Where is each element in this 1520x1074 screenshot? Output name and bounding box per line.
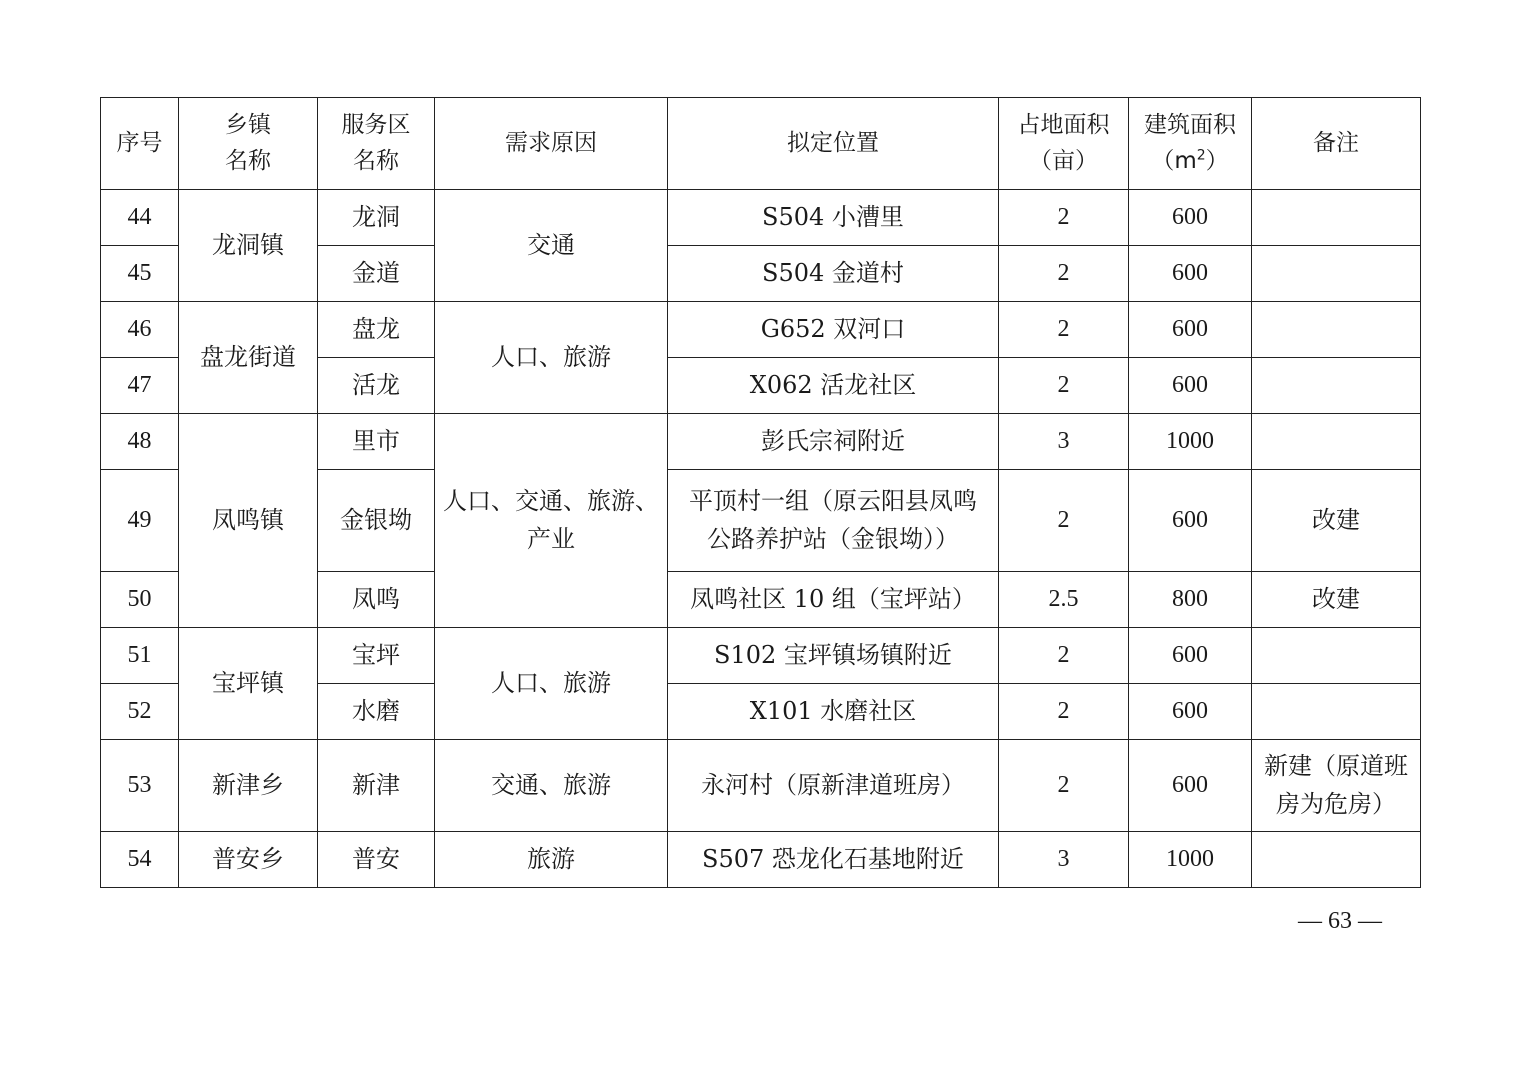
cell-remark [1252, 414, 1421, 470]
cell-reason: 人口、旅游 [435, 302, 668, 414]
table-row [101, 832, 1421, 888]
header-seq: 序号 [101, 98, 179, 190]
cell-land: 3 [999, 414, 1129, 470]
cell-reason: 旅游 [435, 832, 668, 888]
cell-reason: 交通 [435, 190, 668, 302]
cell-build: 600 [1129, 684, 1252, 740]
cell-build: 600 [1129, 358, 1252, 414]
cell-remark [1252, 628, 1421, 684]
table-row [101, 302, 1421, 358]
cell-land: 3 [999, 832, 1129, 888]
header-service-line1: 服务区 [341, 111, 411, 138]
cell-service: 普安 [318, 832, 435, 888]
cell-service: 里市 [318, 414, 435, 470]
cell-location: S507 恐龙化石基地附近 [668, 832, 999, 888]
page-number: — 63 — [1298, 908, 1382, 934]
header-build-line1: 建筑面积 [1144, 111, 1236, 138]
header-service [318, 98, 435, 190]
cell-land: 2 [999, 470, 1129, 572]
cell-service: 金银坳 [318, 470, 435, 572]
cell-town: 龙洞镇 [179, 190, 318, 302]
cell-town: 凤鸣镇 [179, 414, 318, 628]
cell-no: 49 [101, 470, 179, 572]
cell-build: 600 [1129, 302, 1252, 358]
header-town-line2: 名称 [225, 147, 271, 174]
cell-build: 600 [1129, 470, 1252, 572]
cell-no: 48 [101, 414, 179, 470]
cell-land: 2 [999, 628, 1129, 684]
table-header-row [101, 98, 1421, 190]
header-building-area [1129, 98, 1252, 190]
header-land-line1: 占地面积 [1017, 111, 1110, 138]
table-row [101, 628, 1421, 684]
cell-land: 2 [999, 190, 1129, 246]
header-land-line2: （亩） [1029, 147, 1098, 174]
cell-no: 50 [101, 572, 179, 628]
table-row [101, 740, 1421, 832]
cell-build: 600 [1129, 246, 1252, 302]
cell-reason-line1: 人口、交通、旅游、 [443, 487, 659, 516]
cell-no: 45 [101, 246, 179, 302]
cell-service: 金道 [318, 246, 435, 302]
header-town [179, 98, 318, 190]
cell-location: X101 水磨社区 [668, 684, 999, 740]
cell-location: G652 双河口 [668, 302, 999, 358]
header-build-pre: （m [1151, 147, 1197, 174]
cell-service: 活龙 [318, 358, 435, 414]
cell-service: 宝坪 [318, 628, 435, 684]
cell-location: S504 金道村 [668, 246, 999, 302]
cell-build: 600 [1129, 740, 1252, 832]
cell-land: 2 [999, 740, 1129, 832]
cell-location [668, 470, 999, 572]
service-area-table [100, 97, 1421, 888]
cell-service: 水磨 [318, 684, 435, 740]
cell-location: X062 活龙社区 [668, 358, 999, 414]
header-build-post: ） [1205, 147, 1229, 174]
cell-town: 宝坪镇 [179, 628, 318, 740]
cell-no: 52 [101, 684, 179, 740]
cell-reason: 人口、旅游 [435, 628, 668, 740]
cell-town: 新津乡 [179, 740, 318, 832]
cell-location: 凤鸣社区 10 组（宝坪站） [668, 572, 999, 628]
cell-location: S102 宝坪镇场镇附近 [668, 628, 999, 684]
cell-land: 2 [999, 302, 1129, 358]
header-build-sup: 2 [1196, 146, 1206, 163]
cell-remark [1252, 740, 1421, 832]
cell-reason [435, 414, 668, 628]
header-service-line2: 名称 [353, 147, 399, 174]
cell-remark-line1: 新建（原道班 [1264, 752, 1408, 781]
cell-reason-line2: 产业 [527, 524, 575, 553]
cell-no: 51 [101, 628, 179, 684]
cell-remark [1252, 302, 1421, 358]
cell-remark: 改建 [1252, 572, 1421, 628]
cell-remark [1252, 684, 1421, 740]
cell-remark [1252, 190, 1421, 246]
header-town-line1: 乡镇 [225, 111, 271, 138]
cell-no: 54 [101, 832, 179, 888]
cell-no: 53 [101, 740, 179, 832]
cell-build: 600 [1129, 628, 1252, 684]
header-reason: 需求原因 [435, 98, 668, 190]
header-remark: 备注 [1252, 98, 1421, 190]
cell-remark [1252, 832, 1421, 888]
cell-location: S504 小漕里 [668, 190, 999, 246]
cell-build: 600 [1129, 190, 1252, 246]
cell-service: 凤鸣 [318, 572, 435, 628]
cell-service: 龙洞 [318, 190, 435, 246]
cell-service: 盘龙 [318, 302, 435, 358]
cell-no: 44 [101, 190, 179, 246]
cell-remark-line2: 房为危房） [1276, 789, 1396, 818]
cell-remark: 改建 [1252, 470, 1421, 572]
cell-build: 1000 [1129, 414, 1252, 470]
header-build-line2 [1135, 144, 1245, 180]
cell-service: 新津 [318, 740, 435, 832]
cell-land: 2 [999, 358, 1129, 414]
table-row [101, 414, 1421, 470]
cell-location-line1: 平顶村一组（原云阳县凤鸣 [689, 487, 977, 516]
cell-land: 2 [999, 684, 1129, 740]
table-row [101, 190, 1421, 246]
cell-build: 1000 [1129, 832, 1252, 888]
cell-town: 盘龙街道 [179, 302, 318, 414]
cell-reason: 交通、旅游 [435, 740, 668, 832]
cell-no: 46 [101, 302, 179, 358]
cell-no: 47 [101, 358, 179, 414]
header-land-area [999, 98, 1129, 190]
header-location: 拟定位置 [668, 98, 999, 190]
cell-land: 2 [999, 246, 1129, 302]
cell-location: 彭氏宗祠附近 [668, 414, 999, 470]
cell-remark [1252, 246, 1421, 302]
cell-location-line2: 公路养护站（金银坳）） [707, 524, 959, 553]
cell-location: 永河村（原新津道班房） [668, 740, 999, 832]
cell-town: 普安乡 [179, 832, 318, 888]
cell-remark [1252, 358, 1421, 414]
cell-build: 800 [1129, 572, 1252, 628]
cell-land: 2.5 [999, 572, 1129, 628]
